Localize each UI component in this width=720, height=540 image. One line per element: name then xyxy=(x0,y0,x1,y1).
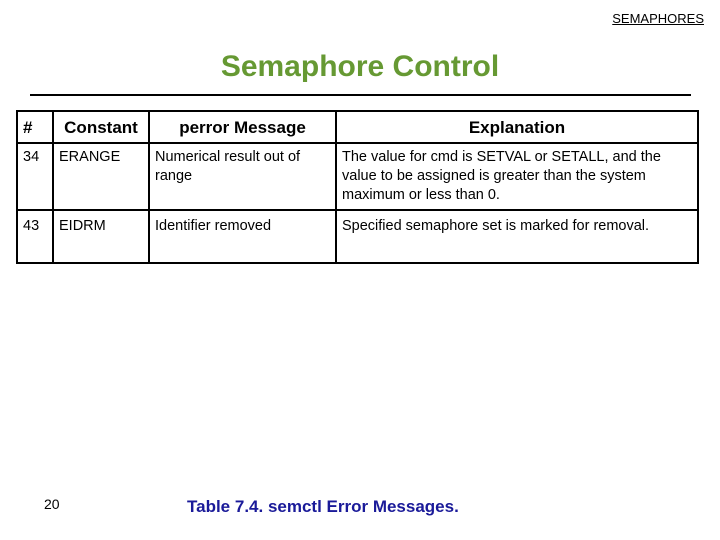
table-row xyxy=(17,210,698,263)
column-header-explanation: Explanation xyxy=(336,111,698,143)
page-number: 20 xyxy=(44,496,60,512)
error-messages-table xyxy=(16,110,699,264)
column-header-constant: Constant xyxy=(53,111,149,143)
table-caption: Table 7.4. semctl Error Messages. xyxy=(187,497,459,516)
explanation-cell: Specified semaphore set is marked for removal. xyxy=(336,210,698,263)
explanation-cell: The value for cmd is SETVAL or SETALL, and the value to be assigned is greater than the system maximum or less than 0. xyxy=(336,143,698,210)
column-header-number: # xyxy=(17,111,53,143)
error-number-cell: 43 xyxy=(17,210,53,263)
column-header-perror-message: perror Message xyxy=(149,111,336,143)
table-header-row xyxy=(17,111,698,143)
error-number-cell: 34 xyxy=(17,143,53,210)
perror-message-cell: Identifier removed xyxy=(149,210,336,263)
perror-message-cell: Numerical result out of range xyxy=(149,143,336,210)
error-constant-cell: EIDRM xyxy=(53,210,149,263)
section-tag: SEMAPHORES xyxy=(612,11,704,26)
table-row xyxy=(17,143,698,210)
error-constant-cell: ERANGE xyxy=(53,143,149,210)
page-title: Semaphore Control xyxy=(220,50,500,83)
title-divider xyxy=(30,94,691,96)
